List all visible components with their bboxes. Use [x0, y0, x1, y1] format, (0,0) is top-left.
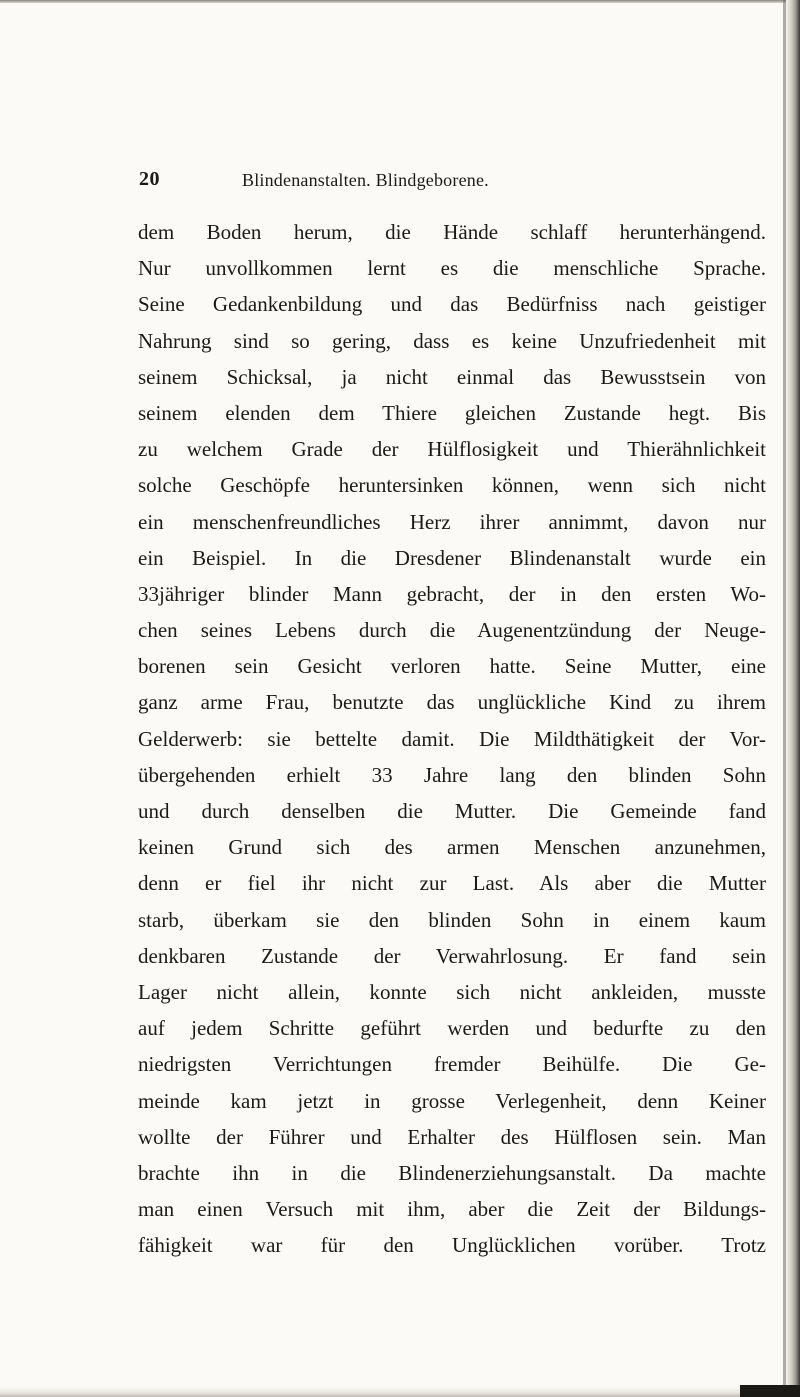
text-line: 33jähriger blinder Mann gebracht, der in den ersten Wo-	[138, 581, 766, 606]
page-corner-shadow	[740, 1385, 800, 1397]
text-line: übergehenden erhielt 33 Jahre lang den blinden Sohn	[138, 762, 766, 787]
text-line: man einen Versuch mit ihm, aber die Zeit der Bildungs-	[138, 1197, 766, 1222]
text-line: ein menschenfreundliches Herz ihrer annimmt, davon nur	[138, 509, 766, 534]
text-line: denn er fiel ihr nicht zur Last. Als aber die Mutter	[138, 871, 766, 896]
text-line: niedrigsten Verrichtungen fremder Beihülfe. Die Ge-	[138, 1052, 766, 1077]
running-head: Blindenanstalten. Blindgeborene.	[242, 170, 489, 190]
text-line: wollte der Führer und Erhalter des Hülflosen sein. Man	[138, 1124, 766, 1149]
text-line: Lager nicht allein, konnte sich nicht ankleiden, musste	[138, 979, 766, 1004]
text-line: zu welchem Grade der Hülflosigkeit und Thierähnlichkeit	[138, 437, 766, 462]
page-edge-right	[786, 0, 800, 1397]
text-line: denkbaren Zustande der Verwahrlosung. Er fand sein	[138, 943, 766, 968]
text-line: ein Beispiel. In die Dresdener Blindenanstalt wurde ein	[138, 545, 766, 570]
text-line: und durch denselben die Mutter. Die Gemeinde fand	[138, 799, 766, 823]
text-line: seinem elenden dem Thiere gleichen Zustande hegt. Bis	[138, 400, 766, 425]
text-line: starb, überkam sie den blinden Sohn in einem kaum	[138, 907, 766, 932]
text-line: borenen sein Gesicht verloren hatte. Seine Mutter, eine	[138, 654, 766, 679]
text-line: solche Geschöpfe heruntersinken können, wenn sich nicht	[138, 473, 766, 498]
text-line: auf jedem Schritte geführt werden und bedurfte zu den	[138, 1016, 766, 1041]
text-line: chen seines Lebens durch die Augenentzündung der Neuge-	[138, 618, 766, 643]
page-edge-bottom	[0, 1387, 800, 1397]
text-line: fähigkeit war für den Unglücklichen vorüber. Trotz	[138, 1233, 766, 1258]
text-line: Nur unvollkommen lernt es die menschliche Sprache.	[138, 256, 766, 281]
text-line: ganz arme Frau, benutzte das unglückliche Kind zu ihrem	[138, 690, 766, 715]
page-edge-top	[0, 0, 800, 3]
text-line: meinde kam jetzt in grosse Verlegenheit, denn Keiner	[138, 1088, 766, 1113]
page-header	[139, 168, 769, 198]
text-line: Nahrung sind so gering, dass es keine Unzufriedenheit mit	[138, 328, 766, 353]
text-line: Seine Gedankenbildung und das Bedürfniss nach geistiger	[138, 292, 766, 317]
text-line: seinem Schicksal, ja nicht einmal das Bewusstsein von	[138, 364, 766, 389]
text-line: keinen Grund sich des armen Menschen anzunehmen,	[138, 835, 766, 860]
text-line: dem Boden herum, die Hände schlaff herunterhängend.	[138, 220, 766, 244]
body-text	[138, 214, 766, 1263]
page-number: 20	[139, 168, 160, 190]
text-line: Gelderwerb: sie bettelte damit. Die Mildthätigkeit der Vor-	[138, 726, 766, 751]
text-line: brachte ihn in die Blindenerziehungsanstalt. Da machte	[138, 1160, 766, 1185]
